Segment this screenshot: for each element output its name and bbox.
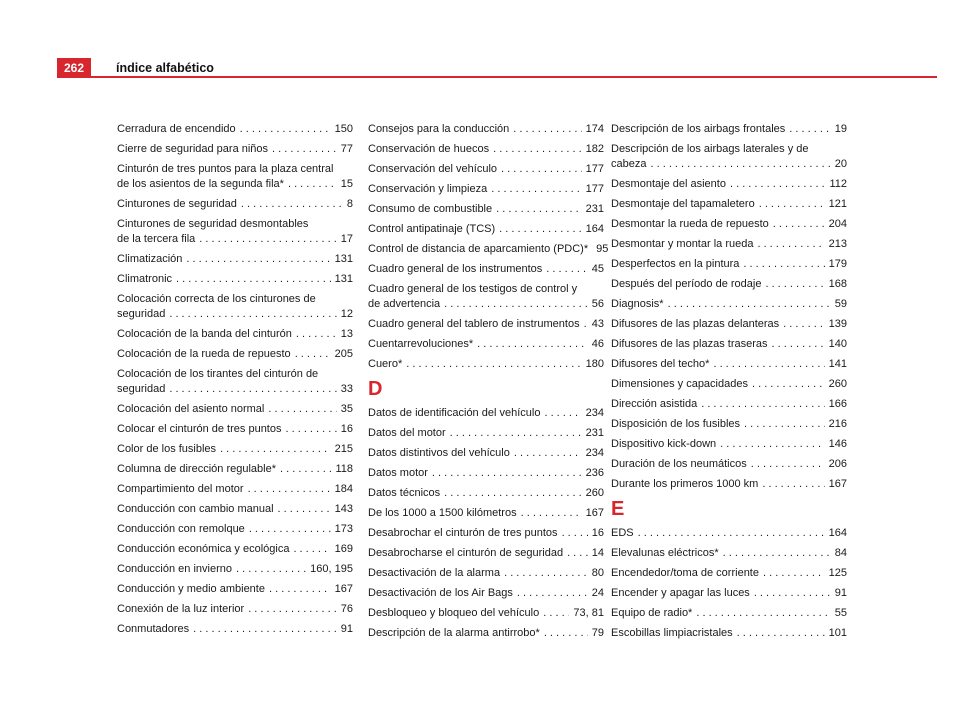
index-entry xyxy=(368,526,604,541)
page-reference: 180 xyxy=(585,358,604,370)
page-reference: 20 xyxy=(834,158,847,170)
dot-leader xyxy=(293,542,330,557)
index-entry xyxy=(611,626,847,641)
page-reference: 234 xyxy=(585,447,604,459)
page-reference: 150 xyxy=(334,123,353,135)
index-entry xyxy=(117,347,353,362)
index-entry xyxy=(368,466,604,481)
page-reference: 35 xyxy=(340,403,353,415)
index-entry xyxy=(117,542,353,557)
index-entry-text: Conservación y limpieza xyxy=(368,183,488,195)
header-rule xyxy=(91,76,937,78)
index-column-1 xyxy=(117,122,353,642)
index-entry xyxy=(611,277,847,292)
dot-leader xyxy=(444,486,581,501)
index-entry-text: Elevalunas eléctricos* xyxy=(611,547,719,559)
dot-leader xyxy=(696,606,830,621)
page-reference: 236 xyxy=(585,467,604,479)
index-entry-text: Conmutadores xyxy=(117,623,190,635)
page-reference: 213 xyxy=(828,238,847,250)
dot-leader xyxy=(241,197,343,212)
index-entry xyxy=(611,217,847,232)
index-entry xyxy=(611,237,847,252)
page-reference: 80 xyxy=(591,567,604,579)
index-entry xyxy=(117,367,353,397)
index-entry-text: Descripción de los airbags frontales xyxy=(611,123,786,135)
index-entry-text: Duración de los neumáticos xyxy=(611,458,747,470)
index-column-3 xyxy=(611,122,847,646)
dot-leader xyxy=(236,562,306,577)
dot-leader xyxy=(406,357,581,372)
page-reference: 91 xyxy=(340,623,353,635)
dot-leader xyxy=(295,347,331,362)
index-entry-text: Datos distintivos del vehículo xyxy=(368,447,510,459)
dot-leader xyxy=(543,606,569,621)
dot-leader xyxy=(562,526,588,541)
page-reference: 16 xyxy=(340,423,353,435)
index-entry-text: Conservación de huecos xyxy=(368,143,490,155)
page-reference: 174 xyxy=(585,123,604,135)
dot-leader xyxy=(501,162,582,177)
index-entry xyxy=(611,197,847,212)
dot-leader xyxy=(567,546,588,561)
index-entry-text: Columna de dirección regulable* xyxy=(117,463,276,475)
index-entry-text-line1: Cinturón de tres puntos para la plaza central xyxy=(117,163,334,175)
index-entry xyxy=(368,626,604,641)
index-entry-text: Colocación de la banda del cinturón xyxy=(117,328,292,340)
index-entry xyxy=(117,442,353,457)
index-entry-text: Cuero* xyxy=(368,358,403,370)
dot-leader xyxy=(546,262,587,277)
dot-leader xyxy=(220,442,331,457)
page-reference: 168 xyxy=(828,278,847,290)
dot-leader xyxy=(584,317,588,332)
page-reference: 164 xyxy=(828,527,847,539)
page-reference: 73, 81 xyxy=(573,607,604,619)
index-entry xyxy=(611,122,847,137)
page-reference: 12 xyxy=(340,308,353,320)
index-entry xyxy=(611,457,847,472)
index-entry xyxy=(117,252,353,267)
page-reference: 84 xyxy=(834,547,847,559)
index-entry-text: Desabrocharse el cinturón de seguridad xyxy=(368,547,564,559)
index-entry xyxy=(611,297,847,312)
index-entry xyxy=(611,317,847,332)
dot-leader xyxy=(278,502,331,517)
index-entry-text: Desactivación de la alarma xyxy=(368,567,501,579)
index-entry xyxy=(611,257,847,272)
index-entry-text: Desmontar y montar la rueda xyxy=(611,238,754,250)
dot-leader xyxy=(186,252,330,267)
dot-leader xyxy=(773,217,825,232)
index-entry-text: Conducción en invierno xyxy=(117,563,232,575)
index-entry-text: Desmontar la rueda de repuesto xyxy=(611,218,769,230)
page-reference: 139 xyxy=(828,318,847,330)
page-reference: 15 xyxy=(340,178,353,190)
index-entry-text: Consumo de combustible xyxy=(368,203,493,215)
index-entry xyxy=(117,402,353,417)
page-reference: 177 xyxy=(585,183,604,195)
index-entry xyxy=(611,437,847,452)
page-reference: 169 xyxy=(334,543,353,555)
index-entry-text: Desbloqueo y bloqueo del vehículo xyxy=(368,607,540,619)
dot-leader xyxy=(504,566,588,581)
index-entry-text: Consejos para la conducción xyxy=(368,123,510,135)
index-entry-text: Color de los fusibles xyxy=(117,443,217,455)
page-reference: 76 xyxy=(340,603,353,615)
dot-leader xyxy=(491,182,581,197)
dot-leader xyxy=(713,357,824,372)
page-reference: 77 xyxy=(340,143,353,155)
page-reference: 24 xyxy=(591,587,604,599)
index-entry xyxy=(368,586,604,601)
dot-leader xyxy=(268,402,336,417)
dot-leader xyxy=(280,462,331,477)
index-entry-text: Compartimiento del motor xyxy=(117,483,244,495)
dot-leader xyxy=(496,202,582,217)
index-entry-text-line1: Colocación de los tirantes del cinturón de xyxy=(117,368,319,380)
index-entry xyxy=(117,502,353,517)
index-entry-text: seguridad xyxy=(117,308,166,320)
index-entry-text: Colocar el cinturón de tres puntos xyxy=(117,423,282,435)
page-reference: 167 xyxy=(334,583,353,595)
dot-leader xyxy=(432,466,582,481)
page-reference: 173 xyxy=(334,523,353,535)
index-entry xyxy=(117,122,353,137)
index-entry-text: Colocación de la rueda de repuesto xyxy=(117,348,291,360)
page-reference: 55 xyxy=(834,607,847,619)
page-reference: 204 xyxy=(828,218,847,230)
index-entry xyxy=(368,282,604,312)
index-entry-text-line1: Descripción de los airbags laterales y de xyxy=(611,143,809,155)
dot-leader xyxy=(544,626,588,641)
page-reference: 112 xyxy=(829,178,847,190)
dot-leader xyxy=(285,422,336,437)
index-entry xyxy=(611,397,847,412)
index-entry-text: Desmontaje del asiento xyxy=(611,178,726,190)
page-reference: 231 xyxy=(585,427,604,439)
dot-leader xyxy=(789,122,830,137)
dot-leader xyxy=(754,586,831,601)
index-entry-text: Desactivación de los Air Bags xyxy=(368,587,513,599)
index-entry-text: Difusores del techo* xyxy=(611,358,710,370)
index-entry-text: Cuadro general de los instrumentos xyxy=(368,263,543,275)
page-reference: 118 xyxy=(335,463,353,475)
index-column-2 xyxy=(368,122,609,646)
index-entry xyxy=(117,162,353,192)
index-entry xyxy=(117,482,353,497)
dot-leader xyxy=(757,237,824,252)
index-entry xyxy=(368,486,604,501)
page-reference: 13 xyxy=(340,328,353,340)
index-entry-text-line1: Colocación correcta de los cinturones de xyxy=(117,293,316,305)
index-entry-text-line1: Cinturones de seguridad desmontables xyxy=(117,218,309,230)
index-entry-text: Cierre de seguridad para niños xyxy=(117,143,269,155)
index-entry-text: Datos motor xyxy=(368,467,428,479)
page-reference: 17 xyxy=(340,233,353,245)
page-reference: 14 xyxy=(591,547,604,559)
page-reference: 79 xyxy=(591,627,604,639)
dot-leader xyxy=(701,397,824,412)
dot-leader xyxy=(751,457,825,472)
index-entry-text: Conservación del vehículo xyxy=(368,163,498,175)
index-entry xyxy=(368,606,604,621)
dot-leader xyxy=(752,377,825,392)
page-reference: 19 xyxy=(834,123,847,135)
page-reference: 260 xyxy=(585,487,604,499)
dot-leader xyxy=(762,477,824,492)
index-entry xyxy=(611,337,847,352)
index-entry-text: Climatización xyxy=(117,253,183,265)
page-title: índice alfabético xyxy=(116,61,214,75)
index-entry xyxy=(611,606,847,621)
index-entry xyxy=(117,142,353,157)
index-entry xyxy=(368,262,604,277)
dot-leader xyxy=(737,626,825,641)
page-reference: 121 xyxy=(828,198,847,210)
index-entry-text: Difusores de las plazas traseras xyxy=(611,338,768,350)
dot-leader xyxy=(450,426,582,441)
index-entry-text: cabeza xyxy=(611,158,647,170)
index-entry-text: Dirección asistida xyxy=(611,398,698,410)
dot-leader xyxy=(477,337,588,352)
dot-leader xyxy=(514,446,582,461)
dot-leader xyxy=(248,482,331,497)
page-reference: 206 xyxy=(828,458,847,470)
dot-leader xyxy=(638,526,825,541)
index-entry xyxy=(117,292,353,322)
index-entry xyxy=(611,586,847,601)
index-entry xyxy=(368,122,604,137)
page-reference: 95 xyxy=(596,243,609,255)
page-reference: 45 xyxy=(591,263,604,275)
dot-leader xyxy=(240,122,331,137)
page-reference: 167 xyxy=(585,507,604,519)
index-entry-text: Disposición de los fusibles xyxy=(611,418,741,430)
index-entry-text: Desabrochar el cinturón de tres puntos xyxy=(368,527,558,539)
index-entry-text: Cinturones de seguridad xyxy=(117,198,237,210)
index-entry-text: Control de distancia de aparcamiento (PDC)* xyxy=(368,243,589,255)
index-entry-text: Colocación del asiento normal xyxy=(117,403,265,415)
index-entry xyxy=(611,566,847,581)
index-entry xyxy=(611,526,847,541)
index-entry xyxy=(117,622,353,637)
index-entry xyxy=(117,562,353,577)
dot-leader xyxy=(444,297,588,312)
index-entry-text: Difusores de las plazas delanteras xyxy=(611,318,780,330)
index-entry-text: de advertencia xyxy=(368,298,441,310)
index-entry xyxy=(611,357,847,372)
index-entry xyxy=(117,422,353,437)
dot-leader xyxy=(296,327,337,342)
dot-leader xyxy=(668,297,831,312)
dot-leader xyxy=(169,307,336,322)
page-reference: 231 xyxy=(585,203,604,215)
dot-leader xyxy=(499,222,581,237)
page-reference: 205 xyxy=(334,348,353,360)
dot-leader xyxy=(723,546,831,561)
index-entry-text: Cuentarrevoluciones* xyxy=(368,338,474,350)
index-entry-text: Encender y apagar las luces xyxy=(611,587,750,599)
index-entry xyxy=(368,426,604,441)
dot-leader xyxy=(772,337,825,352)
index-entry-text: Diagnosis* xyxy=(611,298,664,310)
page-reference: 216 xyxy=(828,418,847,430)
page-reference: 177 xyxy=(585,163,604,175)
page-reference: 184 xyxy=(334,483,353,495)
index-entry-text: Conducción y medio ambiente xyxy=(117,583,265,595)
page-reference: 166 xyxy=(828,398,847,410)
index-entry xyxy=(368,222,604,237)
dot-leader xyxy=(248,602,337,617)
page-reference: 33 xyxy=(340,383,353,395)
dot-leader xyxy=(730,177,825,192)
index-entry xyxy=(368,546,604,561)
index-entry xyxy=(117,217,353,247)
index-entry-text: de los asientos de la segunda fila* xyxy=(117,178,284,190)
index-entry xyxy=(368,406,604,421)
page-reference: 215 xyxy=(334,443,353,455)
dot-leader xyxy=(269,582,331,597)
index-entry xyxy=(611,377,847,392)
index-entry-text: Conducción con cambio manual xyxy=(117,503,274,515)
index-entry-text: Climatronic xyxy=(117,273,173,285)
page-reference: 59 xyxy=(834,298,847,310)
dot-leader xyxy=(193,622,337,637)
page-reference: 125 xyxy=(828,567,847,579)
index-entry-text: Dispositivo kick-down xyxy=(611,438,717,450)
index-entry xyxy=(117,582,353,597)
page-reference: 8 xyxy=(346,198,353,210)
index-entry xyxy=(611,477,847,492)
index-entry-text: Control antipatinaje (TCS) xyxy=(368,223,496,235)
page-reference: 179 xyxy=(828,258,847,270)
page-reference: 167 xyxy=(828,478,847,490)
index-entry-text: Conducción económica y ecológica xyxy=(117,543,290,555)
index-entry xyxy=(368,446,604,461)
dot-leader xyxy=(517,586,588,601)
page-reference: 101 xyxy=(828,627,847,639)
index-entry xyxy=(368,182,604,197)
dot-leader xyxy=(720,437,824,452)
index-entry xyxy=(368,566,604,581)
page-reference: 56 xyxy=(591,298,604,310)
page-reference: 146 xyxy=(828,438,847,450)
dot-leader xyxy=(783,317,824,332)
index-entry-text: Escobillas limpiacristales xyxy=(611,627,733,639)
index-entry-text: Descripción de la alarma antirrobo* xyxy=(368,627,540,639)
index-entry-text: EDS xyxy=(611,527,634,539)
index-entry-text: Durante los primeros 1000 km xyxy=(611,478,759,490)
index-entry-text: Después del período de rodaje xyxy=(611,278,762,290)
page-reference: 160, 195 xyxy=(310,563,353,575)
index-entry xyxy=(117,602,353,617)
section-letter: D xyxy=(368,378,383,400)
index-entry-text: Cerradura de encendido xyxy=(117,123,236,135)
index-entry xyxy=(117,327,353,342)
dot-leader xyxy=(744,417,825,432)
dot-leader xyxy=(249,522,331,537)
page-reference: 131 xyxy=(334,253,353,265)
page-number: 262 xyxy=(57,58,91,78)
dot-leader xyxy=(288,177,337,192)
index-entry xyxy=(611,177,847,192)
page-reference: 131 xyxy=(334,273,353,285)
page-reference: 141 xyxy=(828,358,847,370)
section-letter: E xyxy=(611,498,625,520)
page-reference: 46 xyxy=(591,338,604,350)
dot-leader xyxy=(759,197,825,212)
index-entry xyxy=(368,142,604,157)
page-reference: 16 xyxy=(591,527,604,539)
dot-leader xyxy=(272,142,337,157)
index-entry xyxy=(368,317,604,332)
dot-leader xyxy=(169,382,336,397)
page-reference: 43 xyxy=(591,318,604,330)
page-reference: 260 xyxy=(828,378,847,390)
index-entry-text: Desperfectos en la pintura xyxy=(611,258,740,270)
dot-leader xyxy=(650,157,830,172)
page-reference: 143 xyxy=(334,503,353,515)
index-entry xyxy=(368,506,604,521)
dot-leader xyxy=(521,506,582,521)
index-entry xyxy=(117,197,353,212)
index-entry-text: Cuadro general del tablero de instrumentos xyxy=(368,318,580,330)
page-reference: 164 xyxy=(585,223,604,235)
index-entry-text: seguridad xyxy=(117,383,166,395)
index-entry-text: Encendedor/toma de corriente xyxy=(611,567,759,579)
index-entry-text: Conexión de la luz interior xyxy=(117,603,245,615)
dot-leader xyxy=(199,232,336,247)
index-entry xyxy=(117,272,353,287)
index-entry xyxy=(368,162,604,177)
index-entry xyxy=(368,337,604,352)
index-entry xyxy=(117,522,353,537)
index-entry-text: Dimensiones y capacidades xyxy=(611,378,748,390)
index-entry-text: Desmontaje del tapamaletero xyxy=(611,198,755,210)
index-entry-text: Datos de identificación del vehículo xyxy=(368,407,541,419)
index-entry xyxy=(611,417,847,432)
dot-leader xyxy=(513,122,581,137)
index-entry-text-line1: Cuadro general de los testigos de control y xyxy=(368,283,578,295)
index-entry-text: de la tercera fila xyxy=(117,233,196,245)
page-reference: 91 xyxy=(834,587,847,599)
index-entry-text: Datos técnicos xyxy=(368,487,441,499)
index-entry-text: De los 1000 a 1500 kilómetros xyxy=(368,507,517,519)
page-reference: 182 xyxy=(585,143,604,155)
dot-leader xyxy=(763,566,825,581)
index-entry xyxy=(611,546,847,561)
dot-leader xyxy=(176,272,331,287)
dot-leader xyxy=(765,277,824,292)
index-entry-text: Conducción con remolque xyxy=(117,523,245,535)
page-reference: 234 xyxy=(585,407,604,419)
index-entry xyxy=(611,142,847,172)
index-entry-text: Datos del motor xyxy=(368,427,446,439)
dot-leader xyxy=(544,406,581,421)
dot-leader xyxy=(743,257,824,272)
dot-leader xyxy=(493,142,582,157)
index-entry xyxy=(368,357,604,372)
index-entry-text: Equipo de radio* xyxy=(611,607,693,619)
index-entry xyxy=(368,202,604,217)
page-header xyxy=(57,58,937,78)
index-entry xyxy=(117,462,353,477)
index-entry xyxy=(368,242,609,257)
page-reference: 140 xyxy=(828,338,847,350)
